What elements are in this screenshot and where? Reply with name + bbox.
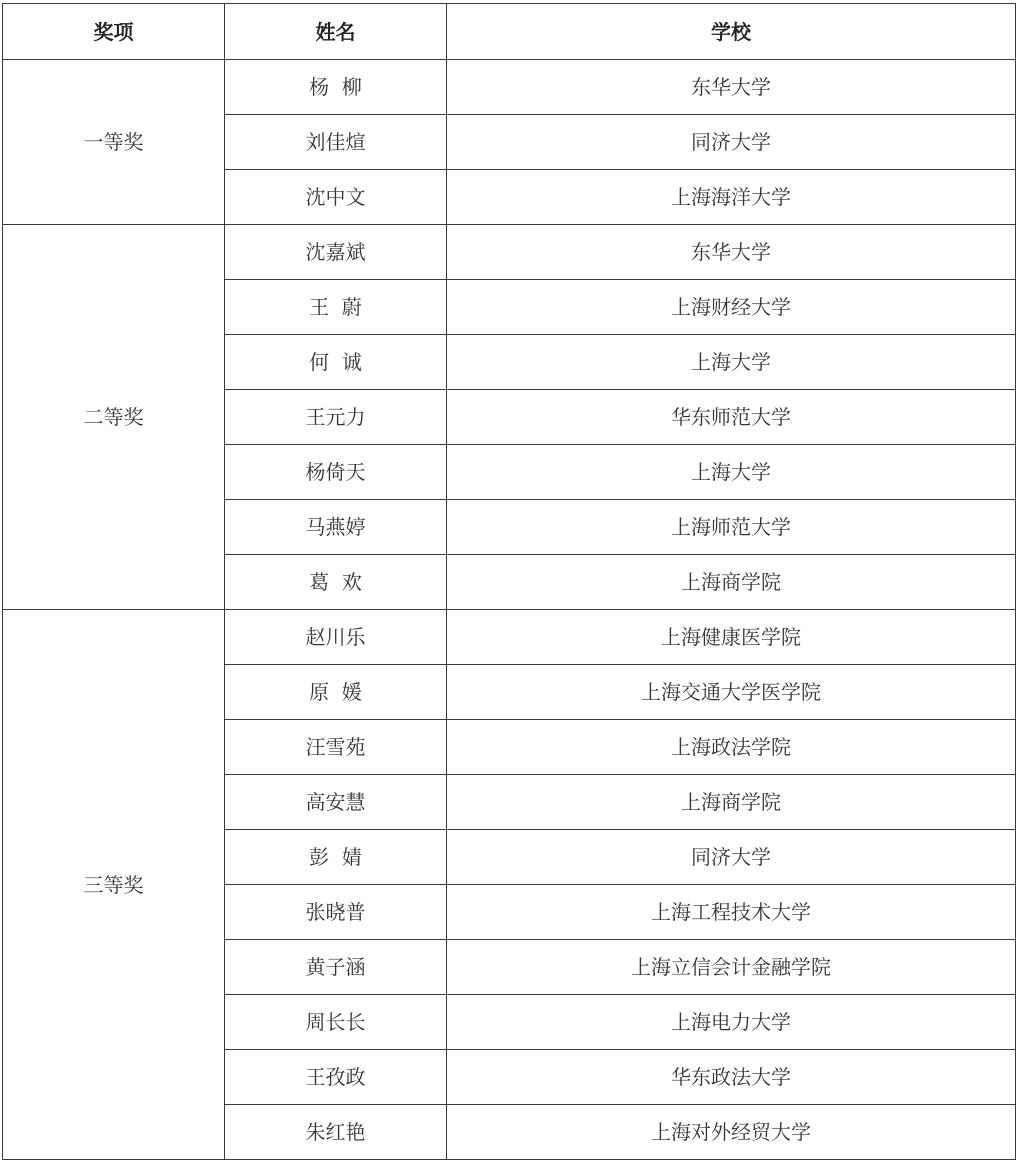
winner-name: 王 蔚 — [225, 280, 447, 335]
winner-name: 汪雪苑 — [225, 720, 447, 775]
winner-name: 何 诚 — [225, 335, 447, 390]
winner-school: 东华大学 — [447, 225, 1016, 280]
winner-school: 同济大学 — [447, 830, 1016, 885]
table-row — [3, 60, 1016, 115]
winner-school: 上海政法学院 — [447, 720, 1016, 775]
winner-name: 杨 柳 — [225, 60, 447, 115]
header-row — [3, 4, 1016, 60]
header-award: 奖项 — [3, 4, 225, 60]
winner-name: 赵川乐 — [225, 610, 447, 665]
award-second: 二等奖 — [3, 225, 225, 610]
winner-school: 上海健康医学院 — [447, 610, 1016, 665]
winner-school: 东华大学 — [447, 60, 1016, 115]
winner-name: 马燕婷 — [225, 500, 447, 555]
winner-school: 上海工程技术大学 — [447, 885, 1016, 940]
winner-name: 王孜政 — [225, 1050, 447, 1105]
winner-school: 上海电力大学 — [447, 995, 1016, 1050]
winner-school: 上海师范大学 — [447, 500, 1016, 555]
winner-school: 上海大学 — [447, 335, 1016, 390]
winner-name: 沈中文 — [225, 170, 447, 225]
winner-school: 上海对外经贸大学 — [447, 1105, 1016, 1160]
header-name: 姓名 — [225, 4, 447, 60]
header-school: 学校 — [447, 4, 1016, 60]
winner-name: 原 媛 — [225, 665, 447, 720]
winner-name: 杨倚天 — [225, 445, 447, 500]
winner-name: 彭 婧 — [225, 830, 447, 885]
winner-name: 张晓普 — [225, 885, 447, 940]
awards-table — [2, 3, 1016, 1160]
winner-school: 上海立信会计金融学院 — [447, 940, 1016, 995]
winner-name: 高安慧 — [225, 775, 447, 830]
winner-school: 同济大学 — [447, 115, 1016, 170]
table-row — [3, 610, 1016, 665]
winner-school: 上海商学院 — [447, 775, 1016, 830]
winner-name: 王元力 — [225, 390, 447, 445]
winner-school: 上海交通大学医学院 — [447, 665, 1016, 720]
winner-school: 上海财经大学 — [447, 280, 1016, 335]
winner-name: 葛 欢 — [225, 555, 447, 610]
winner-school: 上海海洋大学 — [447, 170, 1016, 225]
winner-name: 周长长 — [225, 995, 447, 1050]
winner-school: 上海大学 — [447, 445, 1016, 500]
winner-school: 华东政法大学 — [447, 1050, 1016, 1105]
award-first: 一等奖 — [3, 60, 225, 225]
winner-name: 刘佳煊 — [225, 115, 447, 170]
table-row — [3, 225, 1016, 280]
award-third: 三等奖 — [3, 610, 225, 1160]
winner-name: 黄子涵 — [225, 940, 447, 995]
winner-name: 沈嘉斌 — [225, 225, 447, 280]
winner-school: 华东师范大学 — [447, 390, 1016, 445]
winner-school: 上海商学院 — [447, 555, 1016, 610]
winner-name: 朱红艳 — [225, 1105, 447, 1160]
